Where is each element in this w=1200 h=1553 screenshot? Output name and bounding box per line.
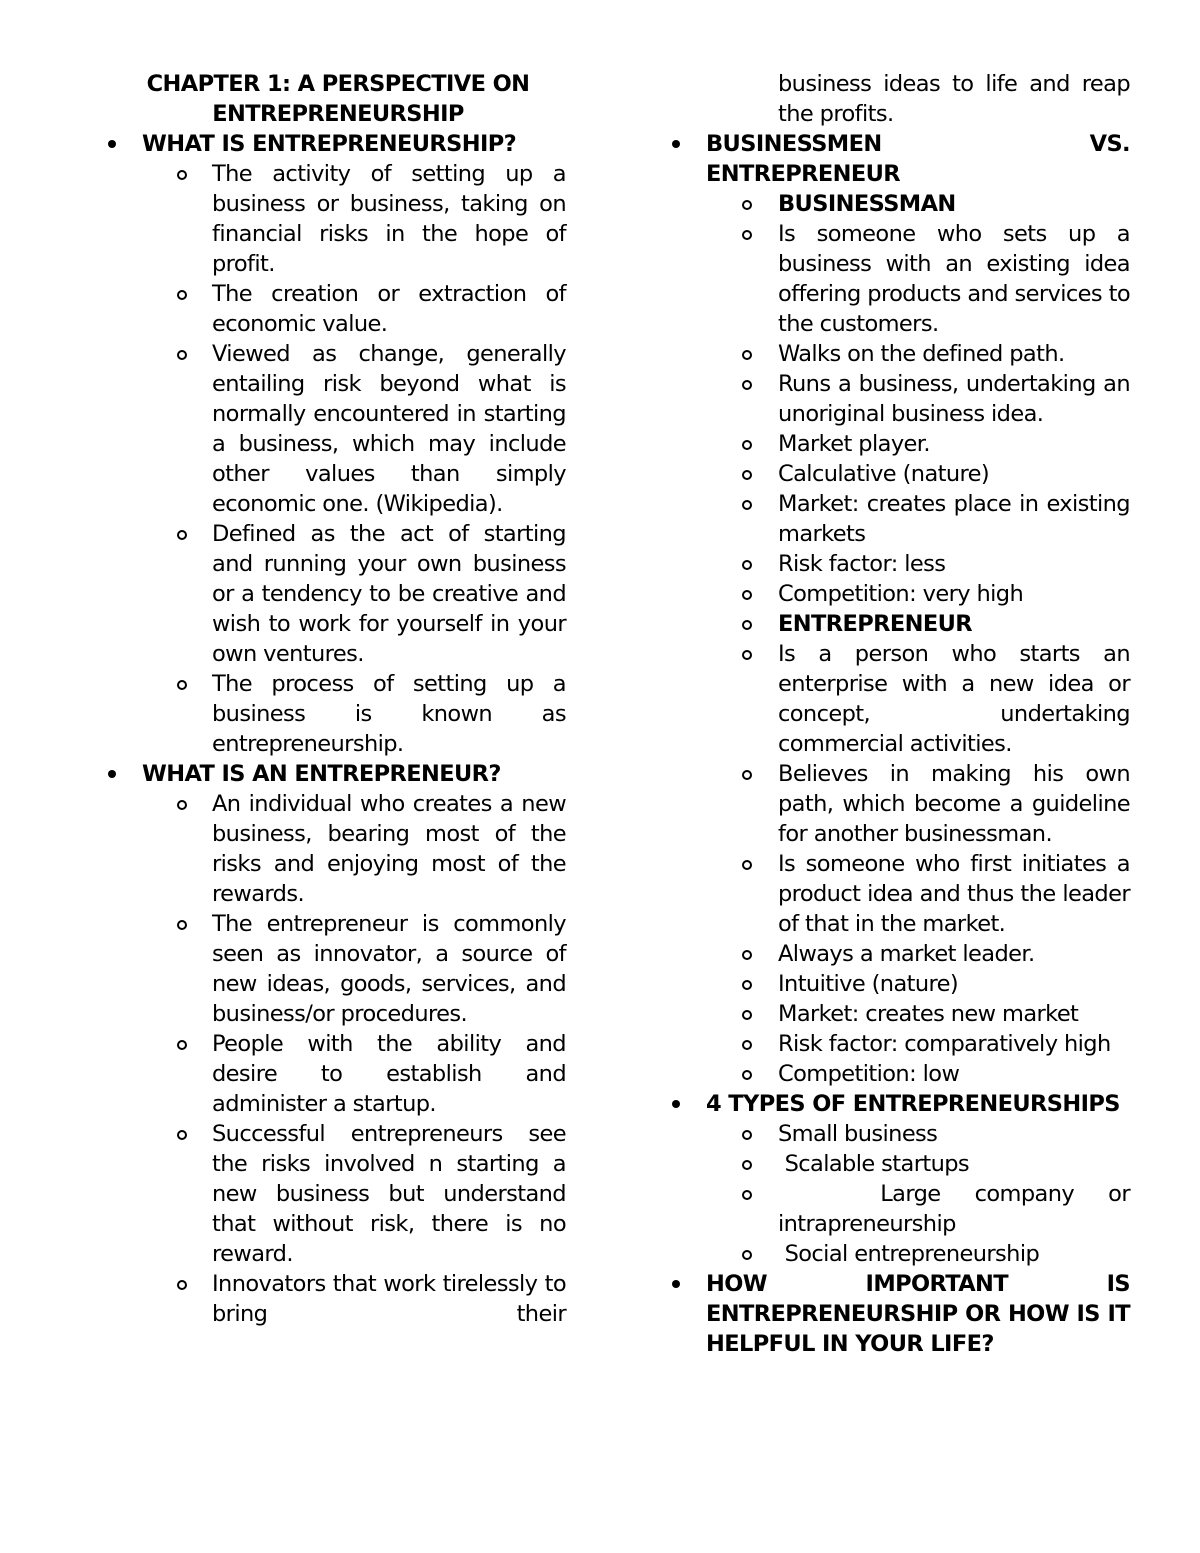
- list-item: Scalable startups: [668, 1149, 1130, 1179]
- list-item: Social entrepreneurship: [668, 1239, 1130, 1269]
- list-item: The entrepreneur is commonly seen as innovator, a source of new ideas, goods, services, and business/or procedures.: [104, 909, 566, 1029]
- section-heading-importance: HOW IMPORTANT IS ENTREPRENEURSHIP OR HOW IS IT HELPFUL IN YOUR LIFE?: [668, 1269, 1130, 1359]
- section-heading-entrepreneurship: WHAT IS ENTREPRENEURSHIP?: [104, 129, 566, 159]
- list-item: Viewed as change, generally entailing risk beyond what is normally encountered in starting a business, which may include other values than simply economic one. (Wikipedia).: [104, 339, 566, 519]
- left-column: [104, 69, 566, 1329]
- list-item: Competition: very high: [668, 579, 1130, 609]
- list-item: Is a person who starts an enterprise with a new idea or concept, undertaking commercial activities.: [668, 639, 1130, 759]
- section-heading-types: 4 TYPES OF ENTREPRENEURSHIPS: [668, 1089, 1130, 1119]
- list-item: Market player.: [668, 429, 1130, 459]
- list-item-subheading: ENTREPRENEUR: [668, 609, 1130, 639]
- list-item: Is someone who first initiates a product idea and thus the leader of that in the market.: [668, 849, 1130, 939]
- list-item: Intuitive (nature): [668, 969, 1130, 999]
- list-item-subheading: BUSINESSMAN: [668, 189, 1130, 219]
- right-column: [668, 69, 1137, 1359]
- list-item: Risk factor: less: [668, 549, 1130, 579]
- list-item: The process of setting up a business is known as entrepreneurship.: [104, 669, 566, 759]
- list-item: Always a market leader.: [668, 939, 1130, 969]
- list-item: Is someone who sets up a business with an existing idea offering products and services to the customers.: [668, 219, 1130, 339]
- list-item: Market: creates new market: [668, 999, 1130, 1029]
- list-item: The activity of setting up a business or business, taking on financial risks in the hope of profit.: [104, 159, 566, 279]
- list-item: The creation or extraction of economic value.: [104, 279, 566, 339]
- section-heading-entrepreneur: WHAT IS AN ENTREPRENEUR?: [104, 759, 566, 789]
- continued-text: business ideas to life and reap the profits.: [778, 71, 1130, 127]
- section-heading-businessmen-vs-entrepreneur: BUSINESSMEN VS. ENTREPRENEUR: [668, 129, 1130, 189]
- list-item: Calculative (nature): [668, 459, 1130, 489]
- chapter-title: CHAPTER 1: A PERSPECTIVE ON ENTREPRENEURSHIP: [146, 71, 530, 127]
- list-item: Walks on the defined path.: [668, 339, 1130, 369]
- list-item: Innovators that work tirelessly to bring their: [104, 1269, 566, 1329]
- list-item: People with the ability and desire to establish and administer a startup.: [104, 1029, 566, 1119]
- list-item: Risk factor: comparatively high: [668, 1029, 1130, 1059]
- list-item: Competition: low: [668, 1059, 1130, 1089]
- list-item: Defined as the act of starting and running your own business or a tendency to be creative and wish to work for yourself in your own ventures.: [104, 519, 566, 669]
- list-item: Small business: [668, 1119, 1130, 1149]
- list-item: Large company or intrapreneurship: [668, 1179, 1130, 1239]
- list-item: Believes in making his own path, which become a guideline for another businessman.: [668, 759, 1130, 849]
- list-item: Runs a business, undertaking an unoriginal business idea.: [668, 369, 1130, 429]
- list-item: Market: creates place in existing markets: [668, 489, 1130, 549]
- list-item: An individual who creates a new business, bearing most of the risks and enjoying most of the rewards.: [104, 789, 566, 909]
- list-item: Successful entrepreneurs see the risks involved n starting a new business but understand that without risk, there is no reward.: [104, 1119, 566, 1269]
